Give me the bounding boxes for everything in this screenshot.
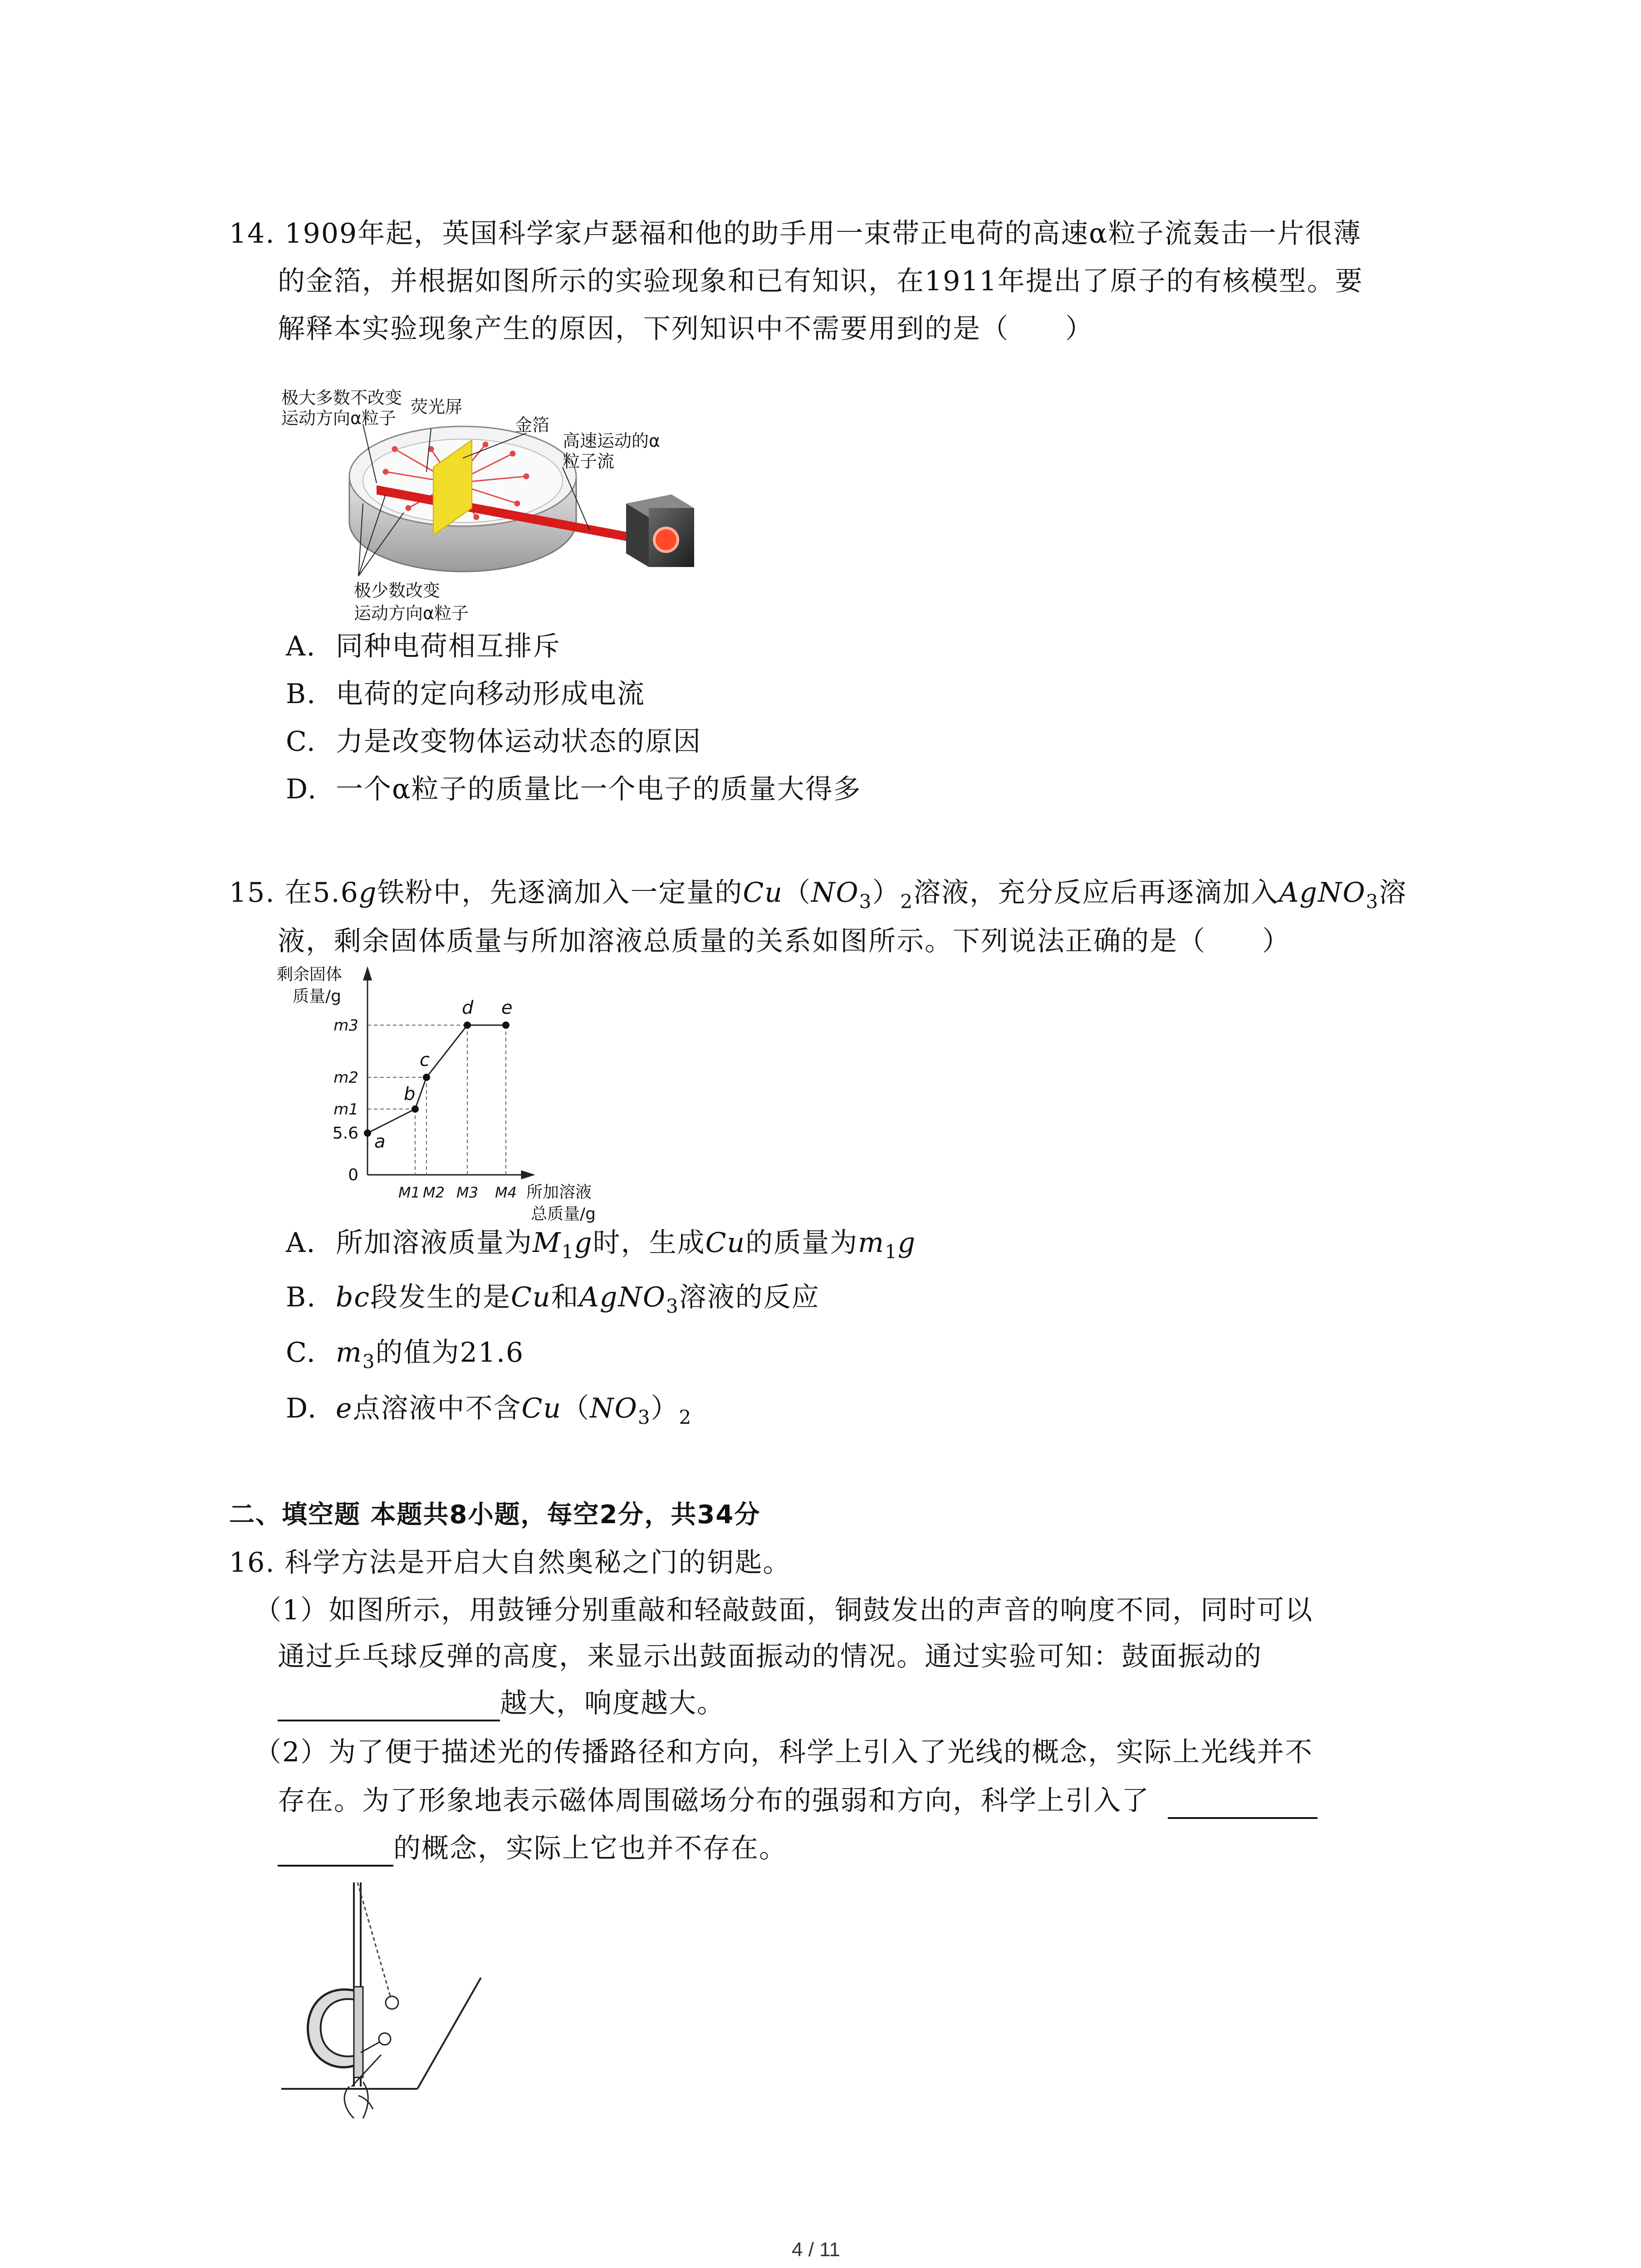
answer-blank-1[interactable] xyxy=(278,1691,500,1721)
point-label-d: d xyxy=(462,997,474,1018)
label-beam-line2: 粒子流 xyxy=(563,451,615,471)
rutherford-experiment-figure xyxy=(272,386,726,631)
q15-option-c[interactable]: C. $m_3$的值为21.6 xyxy=(286,1337,524,1373)
x-axis-label-2: 总质量/g xyxy=(531,1205,596,1223)
answer-blank-2a[interactable] xyxy=(1168,1788,1318,1819)
point-c xyxy=(423,1074,430,1081)
point-e xyxy=(502,1022,509,1029)
q16-part2-line-1: （2）为了便于描述光的传播路径和方向，科学上引入了光线的概念，实际上光线并不 xyxy=(254,1736,1313,1768)
point-label-b: b xyxy=(404,1084,416,1105)
q14-stem-line-1: 14. 1909年起，英国科学家卢瑟福和他的助手用一束带正电荷的高速α粒子流轰击一片很薄 xyxy=(229,218,1362,249)
point-label-a: a xyxy=(374,1131,386,1152)
point-d xyxy=(464,1022,471,1029)
q15-option-a[interactable]: A. 所加溶液质量为$M_1g$时，生成Cu的质量为$m_1g$ xyxy=(286,1227,916,1263)
q14-option-a[interactable]: A. 同种电荷相互排斥 xyxy=(286,631,561,662)
chart-line xyxy=(367,1025,506,1133)
q16-part2-line-2: 存在。为了形象地表示磁体周围磁场分布的强弱和方向，科学上引入了 xyxy=(278,1783,1318,1819)
y-axis-label-2: 质量/g xyxy=(293,987,341,1006)
point-label-c: c xyxy=(420,1050,430,1070)
label-most-line1: 极大多数不改变 xyxy=(281,388,402,408)
source-glow xyxy=(654,528,678,552)
label-most-line2: 运动方向α粒子 xyxy=(281,408,397,428)
q14-stem-line-3: 解释本实验现象产生的原因，下列知识中不需要用到的是（ ） xyxy=(278,313,1093,345)
point-a xyxy=(364,1129,371,1137)
answer-blank-2b[interactable] xyxy=(278,1836,393,1867)
ytick-m3: m3 xyxy=(333,1017,358,1035)
q15-option-b[interactable]: B. bc段发生的是Cu和AgNO$_3$溶液的反应 xyxy=(286,1281,820,1317)
q14-option-b[interactable]: B. 电荷的定向移动形成电流 xyxy=(286,678,645,710)
xtick-M1: M1 xyxy=(398,1184,420,1201)
label-screen: 荧光屏 xyxy=(411,397,463,417)
point-label-e: e xyxy=(501,997,513,1018)
q16-part2-line-3: 的概念，实际上它也并不存在。 xyxy=(278,1830,787,1867)
ytick-m2: m2 xyxy=(333,1069,358,1087)
label-foil: 金箔 xyxy=(515,415,550,435)
ytick-m1: m1 xyxy=(333,1100,358,1119)
q15-option-d[interactable]: D. e点溶液中不含$Cu(NO_3)_2$ xyxy=(286,1393,692,1428)
label-few-line2: 运动方向α粒子 xyxy=(354,603,469,623)
page-number: 4 / 11 xyxy=(792,2239,840,2261)
section-heading-fill-in: 二、填空题 本题共8小题，每空2分，共34分 xyxy=(229,1500,761,1530)
q15-stem-line-2: 液，剩余固体质量与所加溶液总质量的关系如图所示。下列说法正确的是（ ） xyxy=(278,925,1290,957)
point-b xyxy=(411,1105,419,1113)
label-beam-line1: 高速运动的α xyxy=(563,431,661,451)
label-few-line1: 极少数改变 xyxy=(354,581,441,601)
q16-part1-line-2: 通过乒乓球反弹的高度，来显示出鼓面振动的情况。通过实验可知：鼓面振动的 xyxy=(278,1641,1262,1672)
xtick-M4: M4 xyxy=(495,1184,517,1201)
q16-stem: 16. 科学方法是开启大自然奥秘之门的钥匙。 xyxy=(229,1547,791,1579)
xtick-M3: M3 xyxy=(456,1184,478,1201)
q15-mass-chart xyxy=(272,962,635,1234)
q14-option-d[interactable]: D. 一个α粒子的质量比一个电子的质量大得多 xyxy=(286,773,862,805)
xtick-M2: M2 xyxy=(423,1184,445,1201)
ytick-0: 0 xyxy=(348,1166,358,1184)
q16-part1-line-3: 越大，响度越大。 xyxy=(278,1685,725,1721)
pingpong-ball xyxy=(379,2033,391,2045)
x-axis-label-1: 所加溶液 xyxy=(526,1183,592,1202)
q14-option-c[interactable]: C. 力是改变物体运动状态的原因 xyxy=(286,726,701,758)
drum-pingpong-figure xyxy=(272,1873,499,2155)
q16-part1-line-1: （1）如图所示，用鼓锤分别重敲和轻敲鼓面，铜鼓发出的声音的响度不同，同时可以 xyxy=(254,1594,1313,1626)
q14-stem-line-2: 的金箔，并根据如图所示的实验现象和已有知识，在1911年提出了原子的有核模型。要 xyxy=(278,265,1363,297)
y-axis-label-1: 剩余固体 xyxy=(277,965,343,984)
q15-stem-line-1: 15. 在5.6g铁粉中，先逐滴加入一定量的$Cu(NO_3)_2$溶液，充分反应后再逐滴加入AgNO$_3$溶 xyxy=(229,877,1407,913)
ytick-5.6: 5.6 xyxy=(332,1124,358,1143)
pingpong-ball-swung xyxy=(386,1996,398,2009)
